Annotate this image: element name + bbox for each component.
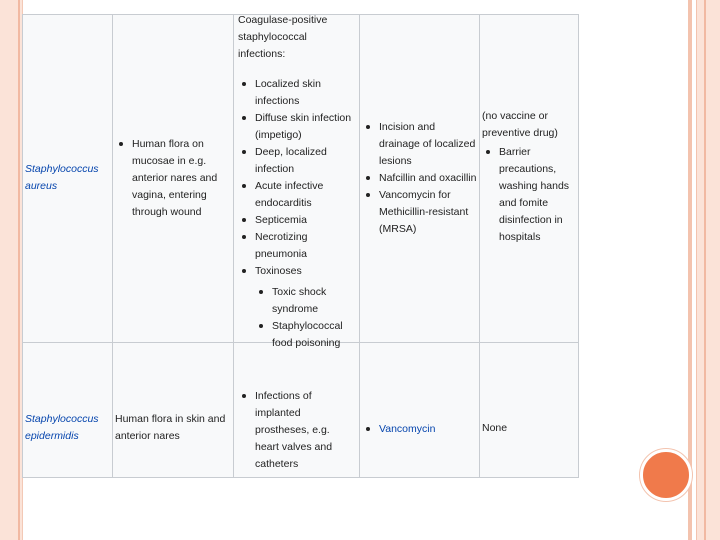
list-item: Infections of implanted prostheses, e.g. heart valves and catheters [238, 388, 356, 473]
column-divider [112, 15, 113, 477]
list-item: Nafcillin and oxacillin [362, 170, 477, 187]
list-item: Toxic shock syndrome [255, 284, 356, 318]
list-item: Diffuse skin infection (impetigo) [238, 110, 356, 144]
prevention-cell: None [482, 422, 508, 434]
disease-cell [238, 12, 356, 352]
list-item: Acute infective endocarditis [238, 178, 356, 212]
slide-right-border [696, 0, 720, 540]
list-item: Staphylococcal food poisoning [255, 318, 356, 352]
slide-left-border [0, 0, 23, 540]
organism-name[interactable] [25, 161, 109, 195]
organism-link[interactable]: Staphylococcus epidermidis [25, 413, 99, 442]
transmission-cell: Human flora in skin and anterior nares [115, 413, 226, 442]
list-item: Necrotizing pneumonia [238, 229, 356, 263]
transmission-cell [115, 136, 230, 221]
slide-right-border-stripe [704, 0, 706, 540]
bacteria-table [22, 14, 579, 478]
disease-cell [238, 388, 356, 473]
column-divider [359, 15, 360, 477]
list-item: Incision and drainage of localized lesions [362, 119, 477, 170]
list-item: Septicemia [238, 212, 356, 229]
treatment-cell [362, 119, 477, 238]
organism-link[interactable]: Staphylococcus aureus [25, 163, 99, 192]
list-item[interactable] [362, 421, 477, 438]
list-item: Deep, localized infection [238, 144, 356, 178]
slide-right-border-inner [688, 0, 692, 540]
list-item: Barrier precautions, washing hands and fomite disinfection in hospitals [482, 144, 578, 246]
treatment-link[interactable]: Vancomycin [379, 423, 436, 435]
organism-name[interactable] [25, 411, 109, 445]
list-item: Human flora on mucosae in e.g. anterior nares and vagina, entering through wound [115, 136, 230, 221]
decorative-circle [640, 449, 692, 501]
list-item: Vancomycin for Methicillin-resistant (MRSA) [362, 187, 477, 238]
toxinoses-label: Toxinoses [255, 265, 302, 277]
list-item [238, 263, 356, 352]
prevention-intro: (no vaccine or preventive drug) [482, 110, 558, 139]
column-divider [233, 15, 234, 477]
column-divider [479, 15, 480, 477]
treatment-cell [362, 421, 477, 438]
prevention-cell [482, 108, 578, 246]
list-item: Localized skin infections [238, 76, 356, 110]
disease-intro: Coagulase-positive staphylococcal infections: [238, 14, 328, 60]
toxinoses-sublist [255, 284, 356, 352]
